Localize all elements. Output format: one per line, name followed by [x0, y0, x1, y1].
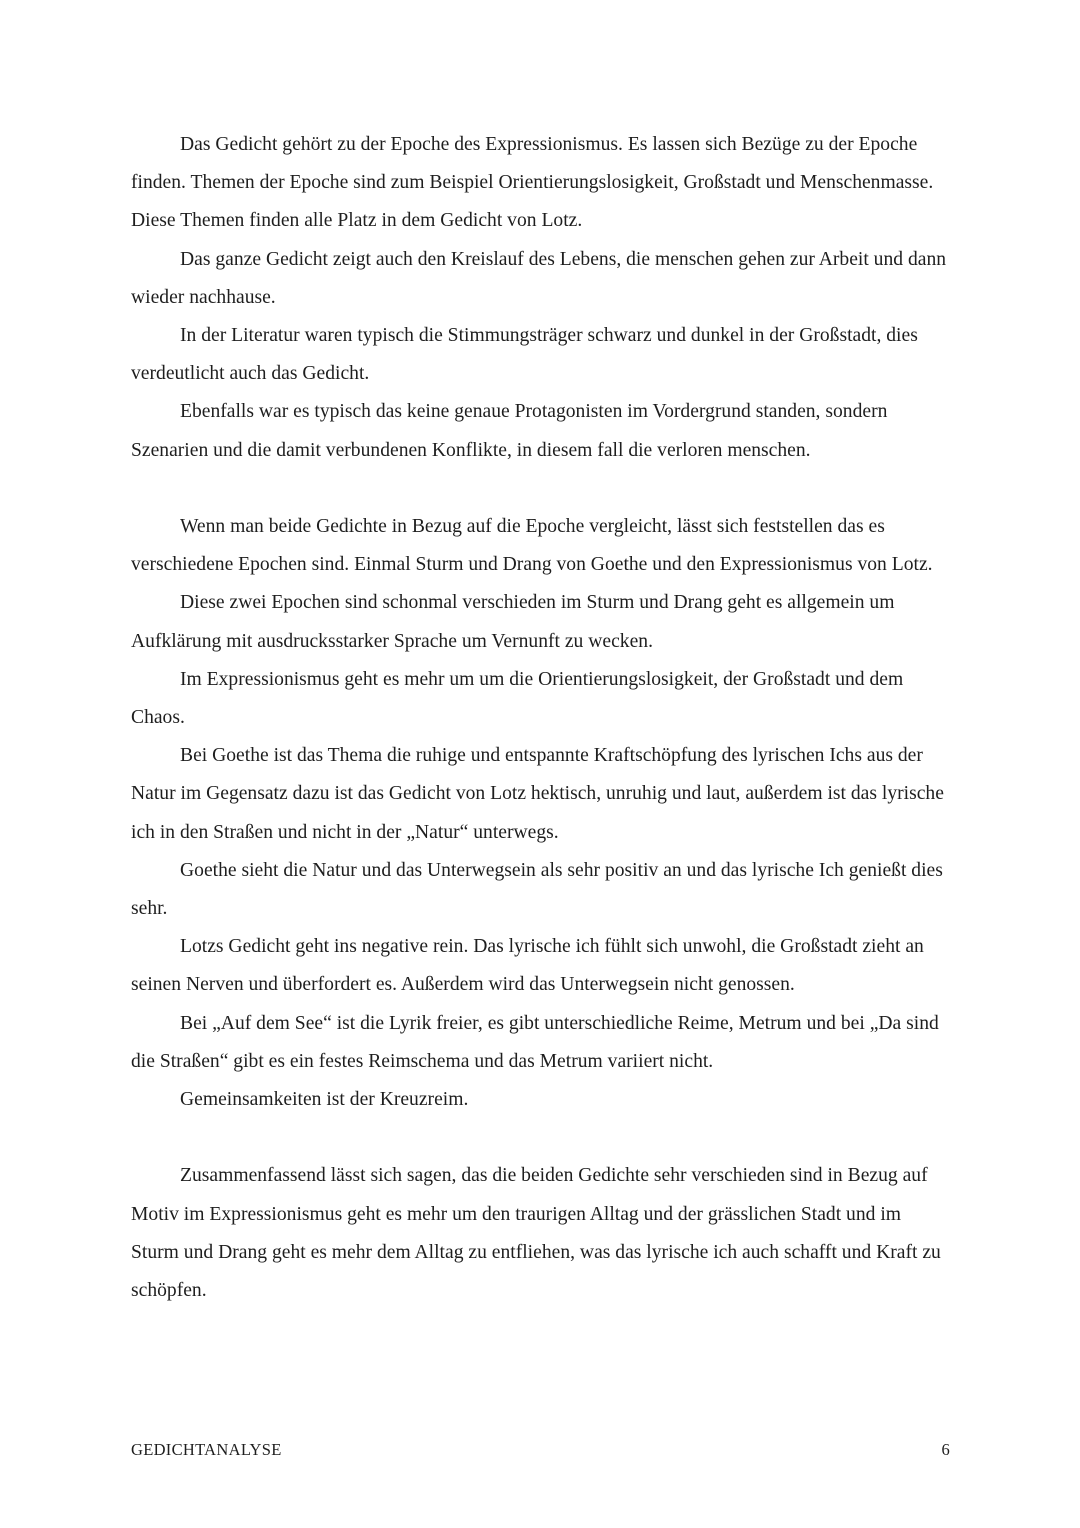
paragraph-protagonists: Ebenfalls war es typisch das keine genaue Protagonisten im Vordergrund standen, sondern Szenarien und die damit verbundenen Konflikte, in diesem fall die verloren menschen.: [131, 401, 888, 461]
paragraph-mood-carriers: In der Literatur waren typisch die Stimmungsträger schwarz und dunkel in der Großstadt, dies verdeutlicht auch das Gedicht.: [131, 325, 918, 385]
paragraph-goethe-vs-lotz: Bei Goethe ist das Thema die ruhige und entspannte Kraftschöpfung des lyrischen Ichs aus der Natur im Gegensatz dazu ist das Gedicht von Lotz hektisch, unruhig und laut, außerdem ist das lyrische ich in den Straßen und nicht in der „Natur“ unterwegs.: [131, 745, 944, 843]
paragraph-spacer: [131, 1119, 951, 1157]
page-footer: [131, 1440, 950, 1460]
paragraph-sturm-und-drang: Diese zwei Epochen sind schonmal verschieden im Sturm und Drang geht es allgemein um Aufklärung mit ausdrucksstarker Sprache um Vernunft zu wecken.: [131, 592, 895, 652]
paragraph-life-cycle: Das ganze Gedicht zeigt auch den Kreislauf des Lebens, die menschen gehen zur Arbeit und dann wieder nachhause.: [131, 248, 947, 308]
paragraph-common-rhyme: Gemeinsamkeiten ist der Kreuzreim.: [180, 1089, 469, 1111]
paragraph-epoch-comparison: Wenn man beide Gedichte in Bezug auf die Epoche vergleicht, lässt sich feststellen das es verschiedene Epochen sind. Einmal Sturm und Drang von Goethe und den Expressionismus von Lotz.: [131, 516, 933, 576]
paragraph-goethe-nature: Goethe sieht die Natur und das Unterwegsein als sehr positiv an und das lyrische Ich genießt dies sehr.: [131, 859, 943, 920]
paragraph-epoch-expressionism: Das Gedicht gehört zu der Epoche des Expressionismus. Es lassen sich Bezüge zu der Epoche finden. Themen der Epoche sind zum Beispiel Orientierungslosigkeit, Großstadt und Menschenmasse. Diese Themen finden alle Platz in dem Gedicht von Lotz.: [131, 134, 934, 232]
document-body: [131, 126, 951, 1310]
paragraph-conclusion: Zusammenfassend lässt sich sagen, das die beiden Gedichte sehr verschieden sind in Bezug auf Motiv im Expressionismus geht es mehr um den traurigen Alltag und der grässlichen Stadt und im Sturm und Drang geht es mehr dem Alltag zu entfliehen, was das lyrische ich auch schafft und Kraft zu schöpfen.: [131, 1165, 941, 1302]
paragraph-lotz-negative: Lotzs Gedicht geht ins negative rein. Das lyrische ich fühlt sich unwohl, die Großstadt zieht an seinen Nerven und überfordert es. Außerdem wird das Unterwegsein nicht genossen.: [131, 936, 924, 996]
paragraph-form-comparison: Bei „Auf dem See“ ist die Lyrik freier, es gibt unterschiedliche Reime, Metrum und bei „Da sind die Straßen“ gibt es ein festes Reimschema und das Metrum variiert nicht.: [131, 1012, 939, 1072]
paragraph-expressionism-theme: Im Expressionismus geht es mehr um um die Orientierungslosigkeit, der Großstadt und dem Chaos.: [131, 668, 904, 729]
page-number: 6: [941, 1440, 950, 1459]
paragraph-spacer: [131, 470, 951, 508]
footer-title: GEDICHTANALYSE: [131, 1440, 282, 1459]
